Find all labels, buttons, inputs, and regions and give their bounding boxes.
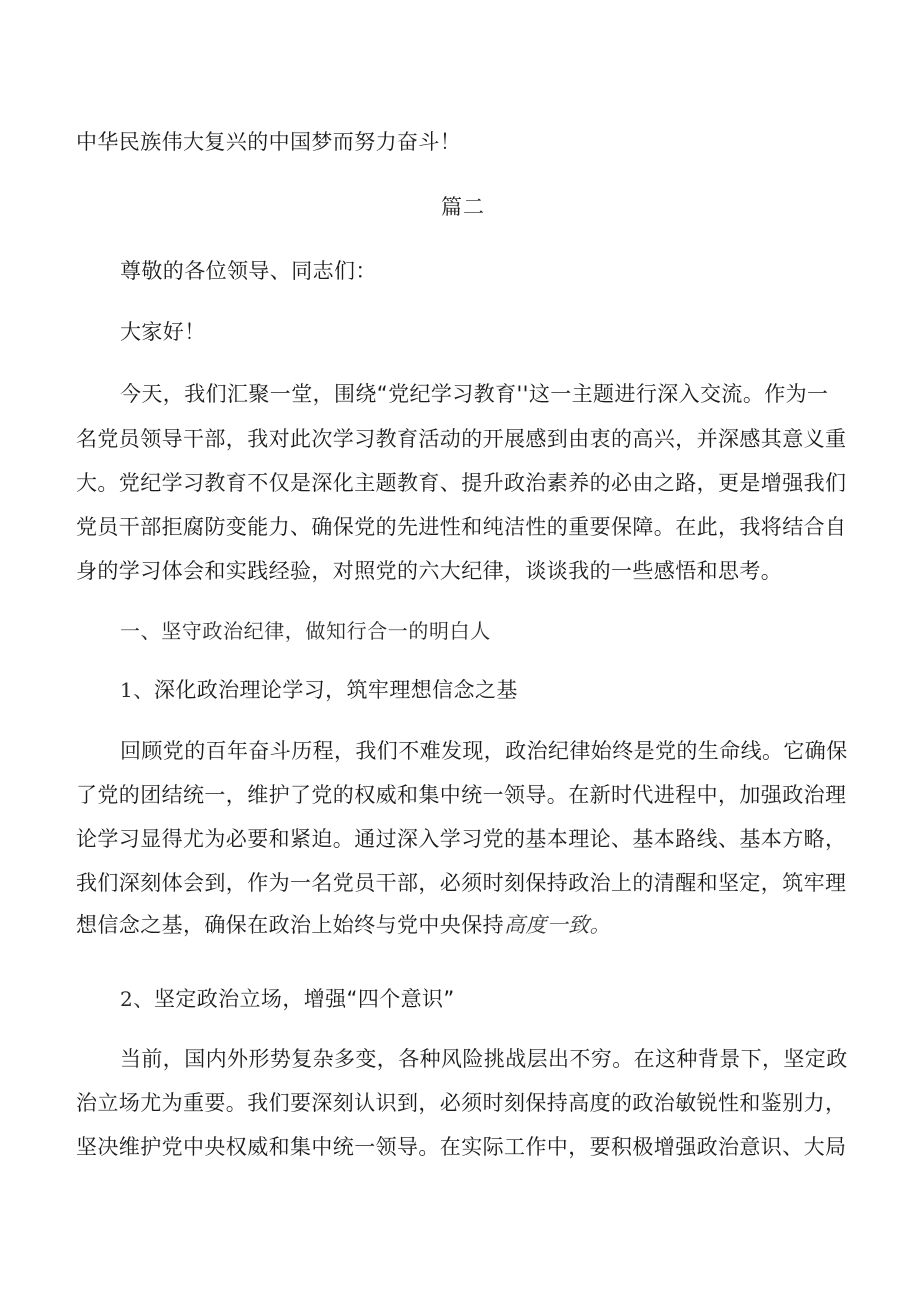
sub1-number: 1、 [120, 678, 154, 702]
salutation: 尊敬的各位领导、同志们： [120, 259, 377, 283]
intro-line: 大。党纪学习教育不仅是深化主题教育、提升政治素养的必由之路，更是增强我们 [76, 471, 847, 495]
sub1-last-line-tail: 高度一致。 [504, 913, 611, 937]
intro-line: 今天，我们汇聚一堂，围绕“党纪学习教育''这一主题进行深入交流。作为一 [120, 382, 829, 406]
sub1-line [76, 911, 611, 939]
sub1-title: 深化政治理论学习，筑牢理想信念之基 [153, 678, 518, 702]
sub1-last-line-main: 想信念之基，确保在政治上始终与党中央保持 [76, 913, 504, 937]
sub2-line: 当前，国内外形势复杂多变，各种风险挑战层出不穷。在这种背景下，坚定政 [120, 1047, 848, 1071]
sub2-heading [120, 985, 455, 1013]
sub1-heading [120, 676, 518, 704]
section-title: 篇二 [441, 195, 485, 219]
part1-heading: 一、坚守政治纪律，做知行合一的明白人 [120, 619, 491, 643]
sub1-line: 回顾党的百年奋斗历程，我们不难发现，政治纪律始终是党的生命线。它确保 [120, 739, 848, 763]
sub2-number: 2、 [120, 987, 154, 1011]
sub1-line: 我们深刻体会到，作为一名党员干部，必须时刻保持政治上的清醒和坚定，筑牢理 [76, 871, 847, 895]
closing-line: 中华民族伟大复兴的中国梦而努力奋斗！ [76, 130, 462, 154]
sub2-line: 坚决维护党中央权威和集中统一领导。在实际工作中，要积极增强政治意识、大局 [76, 1135, 847, 1159]
intro-line: 身的学习体会和实践经验，对照党的六大纪律，谈谈我的一些感悟和思考。 [76, 559, 783, 583]
intro-line: 党员干部拒腐防变能力、确保党的先进性和纯洁性的重要保障。在此，我将结合自 [76, 515, 847, 539]
sub2-line: 治立场尤为重要。我们要深刻认识到，必须时刻保持高度的政治敏锐性和鉴别力， [76, 1091, 847, 1115]
sub2-title: 坚定政治立场，增强“四个意识” [153, 987, 455, 1011]
intro-line: 名党员领导干部，我对此次学习教育活动的开展感到由衷的高兴，并深感其意义重 [76, 427, 847, 451]
greeting: 大家好！ [120, 320, 206, 344]
sub1-line: 了党的团结统一，维护了党的权威和集中统一领导。在新时代进程中，加强政治理 [76, 783, 847, 807]
sub1-line: 论学习显得尤为必要和紧迫。通过深入学习党的基本理论、基本路线、基本方略， [76, 827, 847, 851]
